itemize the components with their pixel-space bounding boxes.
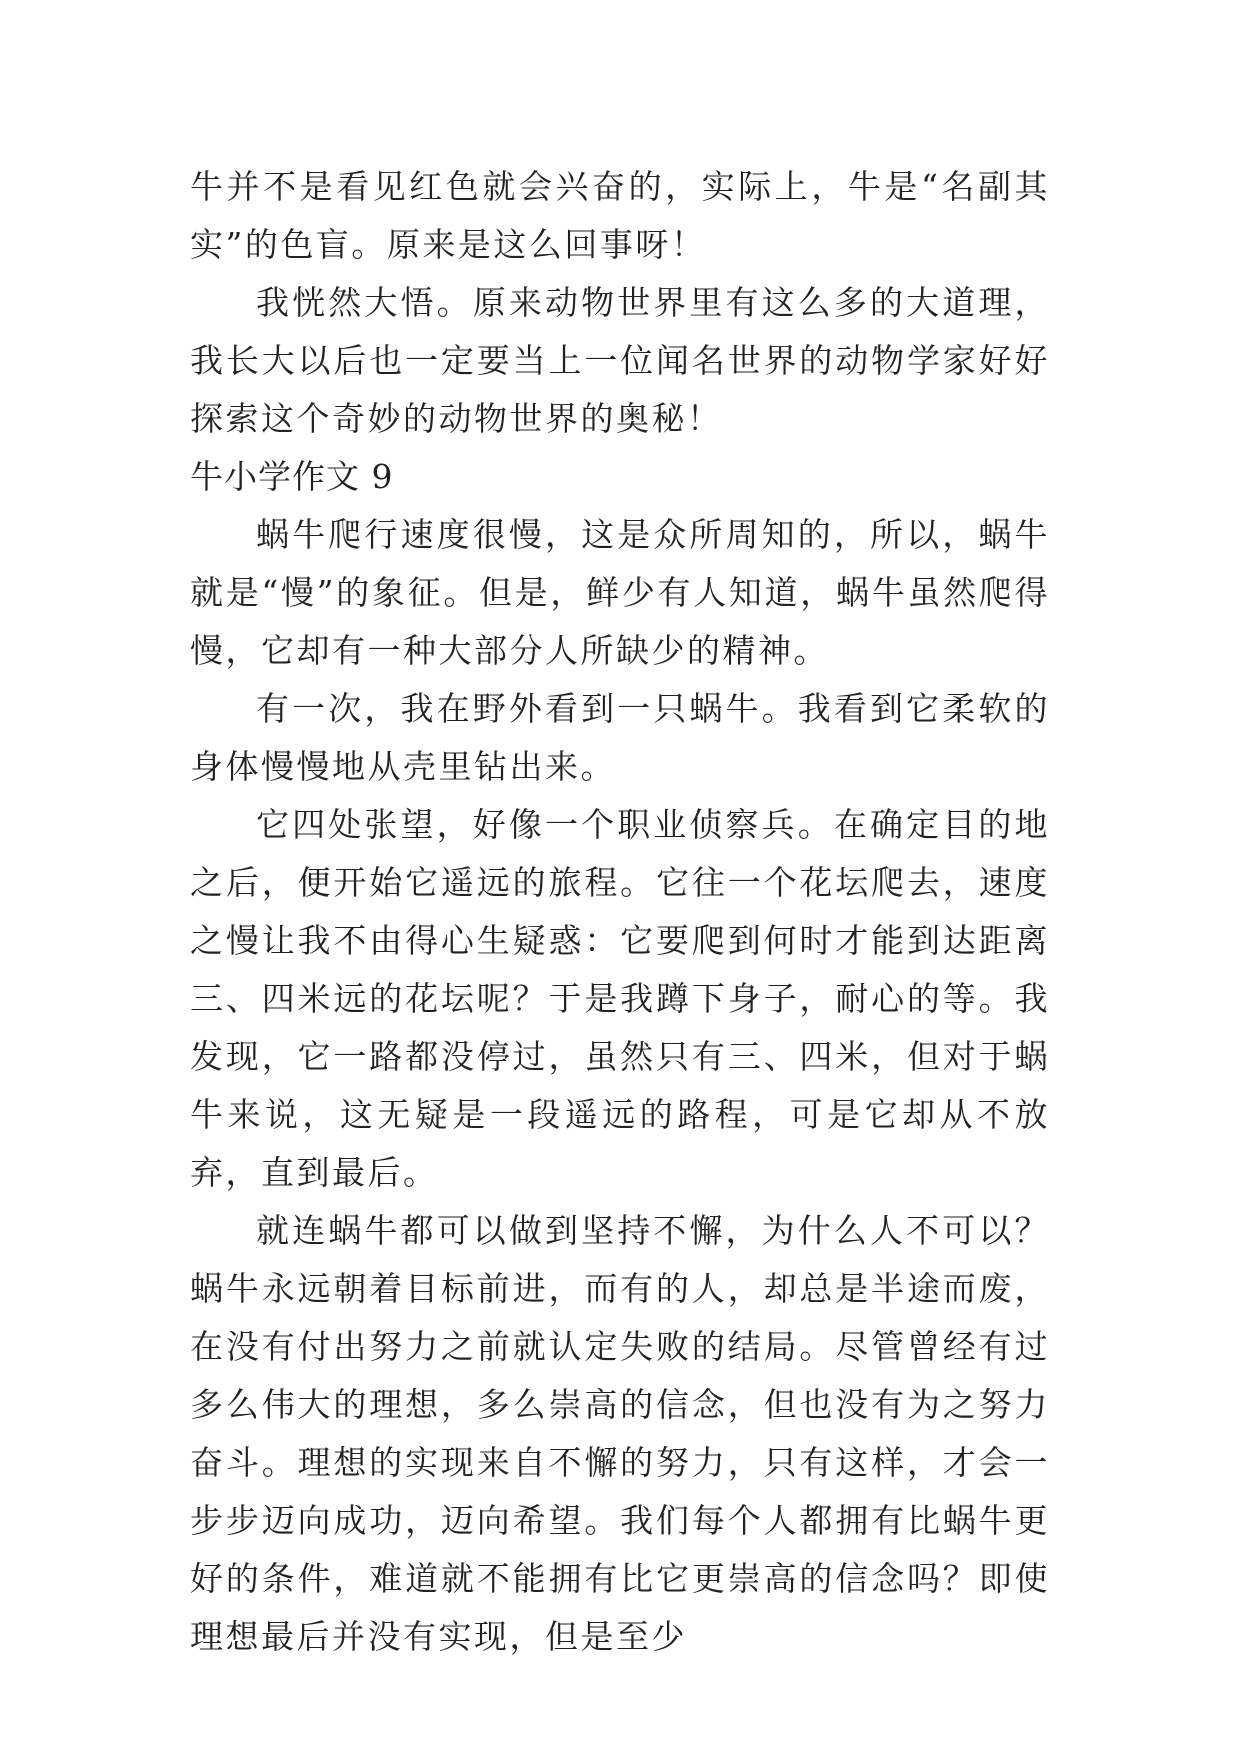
paragraph-4: 有一次，我在野外看到一只蜗牛。我看到它柔软的身体慢慢地从壳里钻出来。 xyxy=(190,689,1050,786)
section-heading: 牛小学作文 9 xyxy=(190,457,394,496)
paragraph-6: 就连蜗牛都可以做到坚持不懈，为什么人不可以？蜗牛永远朝着目标前进，而有的人，却总是半途而废，在没有付出努力之前就认定失败的结局。尽管曾经有过多么伟大的理想，多么崇高的信念，但也没有为之努力奋斗。理想的实现来自不懈的努力，只有这样，才会一步步迈向成功，迈向希望。我们每个人都拥有比蜗牛更好的条件，难道就不能拥有比它更崇高的信念吗？即使理想最后并没有实现，但是至少 xyxy=(190,1211,1050,1656)
document-body xyxy=(190,158,1050,1666)
paragraph-1: 牛并不是看见红色就会兴奋的，实际上，牛是“名副其实”的色盲。原来是这么回事呀！ xyxy=(190,167,1050,264)
paragraph-5: 它四处张望，好像一个职业侦察兵。在确定目的地之后，便开始它遥远的旅程。它往一个花坛爬去，速度之慢让我不由得心生疑惑：它要爬到何时才能到达距离三、四米远的花坛呢？于是我蹲下身子，耐心的等。我发现，它一路都没停过，虽然只有三、四米，但对于蜗牛来说，这无疑是一段遥远的路程，可是它却从不放弃，直到最后。 xyxy=(190,805,1050,1192)
paragraph-3: 蜗牛爬行速度很慢，这是众所周知的，所以，蜗牛就是“慢”的象征。但是，鲜少有人知道，蜗牛虽然爬得慢，它却有一种大部分人所缺少的精神。 xyxy=(190,515,1050,670)
paragraph-2: 我恍然大悟。原来动物世界里有这么多的大道理，我长大以后也一定要当上一位闻名世界的动物学家好好探索这个奇妙的动物世界的奥秘！ xyxy=(190,283,1050,438)
